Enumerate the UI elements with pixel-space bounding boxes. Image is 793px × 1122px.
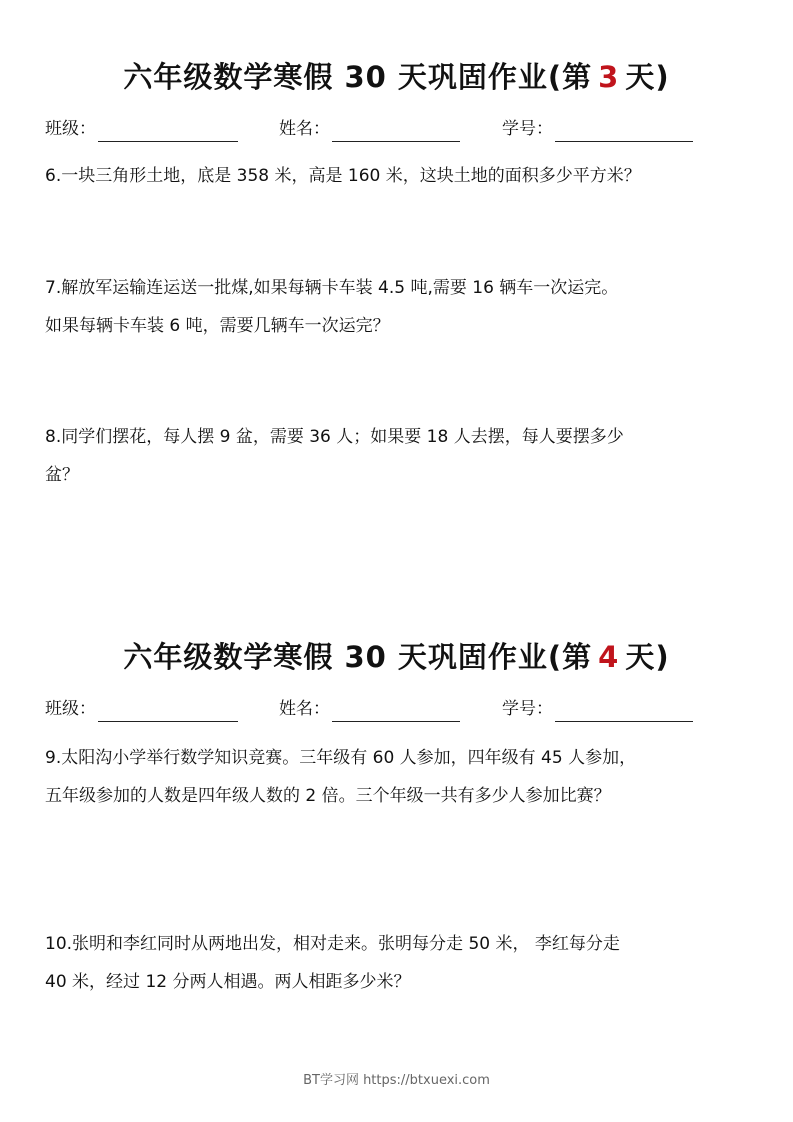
title-day-number: 3 (598, 60, 620, 94)
name-field[interactable] (279, 696, 460, 722)
question-6 (45, 157, 757, 195)
worksheet-title-day3 (0, 57, 793, 97)
title-prefix: 六年级数学寒假 30 天巩固作业(第 (123, 640, 593, 674)
class-label: 班级： (45, 119, 96, 139)
title-prefix: 六年级数学寒假 30 天巩固作业(第 (123, 60, 593, 94)
title-suffix: 天) (625, 60, 670, 94)
footer-watermark: BT学习网 https://btxuexi.com (303, 1073, 490, 1088)
question-line: 9.太阳沟小学举行数学知识竞赛。三年级有 60 人参加，四年级有 45 人参加， (45, 748, 637, 768)
student-id-blank[interactable] (555, 121, 693, 142)
class-field[interactable] (45, 696, 238, 722)
title-day-number: 4 (598, 640, 620, 674)
name-label: 姓名： (279, 119, 330, 139)
student-id-field[interactable] (502, 116, 693, 142)
student-id-field[interactable] (502, 696, 693, 722)
name-field[interactable] (279, 116, 460, 142)
student-id-blank[interactable] (555, 701, 693, 722)
question-9 (45, 739, 757, 815)
question-line: 6.一块三角形土地，底是 358 米，高是 160 米，这块土地的面积多少平方米？ (45, 166, 641, 186)
student-info-row-day3 (45, 116, 745, 142)
question-line: 40 米，经过 12 分两人相遇。两人相距多少米？ (45, 972, 411, 992)
class-label: 班级： (45, 699, 96, 719)
student-info-row-day4 (45, 696, 745, 722)
question-10 (45, 925, 757, 1001)
title-suffix: 天) (625, 640, 670, 674)
name-blank[interactable] (332, 121, 460, 142)
question-line: 7.解放军运输连运送一批煤,如果每辆卡车装 4.5 吨,需要 16 辆车一次运完。 (45, 278, 619, 298)
question-line: 五年级参加的人数是四年级人数的 2 倍。三个年级一共有多少人参加比赛？ (45, 786, 611, 806)
class-field[interactable] (45, 116, 238, 142)
question-line: 盆？ (45, 465, 79, 485)
student-id-label: 学号： (502, 699, 553, 719)
question-8 (45, 418, 757, 494)
class-blank[interactable] (98, 701, 238, 722)
student-id-label: 学号： (502, 119, 553, 139)
class-blank[interactable] (98, 121, 238, 142)
question-line: 如果每辆卡车装 6 吨，需要几辆车一次运完？ (45, 316, 390, 336)
name-blank[interactable] (332, 701, 460, 722)
worksheet-title-day4 (0, 637, 793, 677)
question-line: 8.同学们摆花，每人摆 9 盆，需要 36 人；如果要 18 人去摆，每人要摆多少 (45, 427, 624, 447)
name-label: 姓名： (279, 699, 330, 719)
question-line: 10.张明和李红同时从两地出发，相对走来。张明每分走 50 米， 李红每分走 (45, 934, 620, 954)
question-7 (45, 269, 757, 345)
